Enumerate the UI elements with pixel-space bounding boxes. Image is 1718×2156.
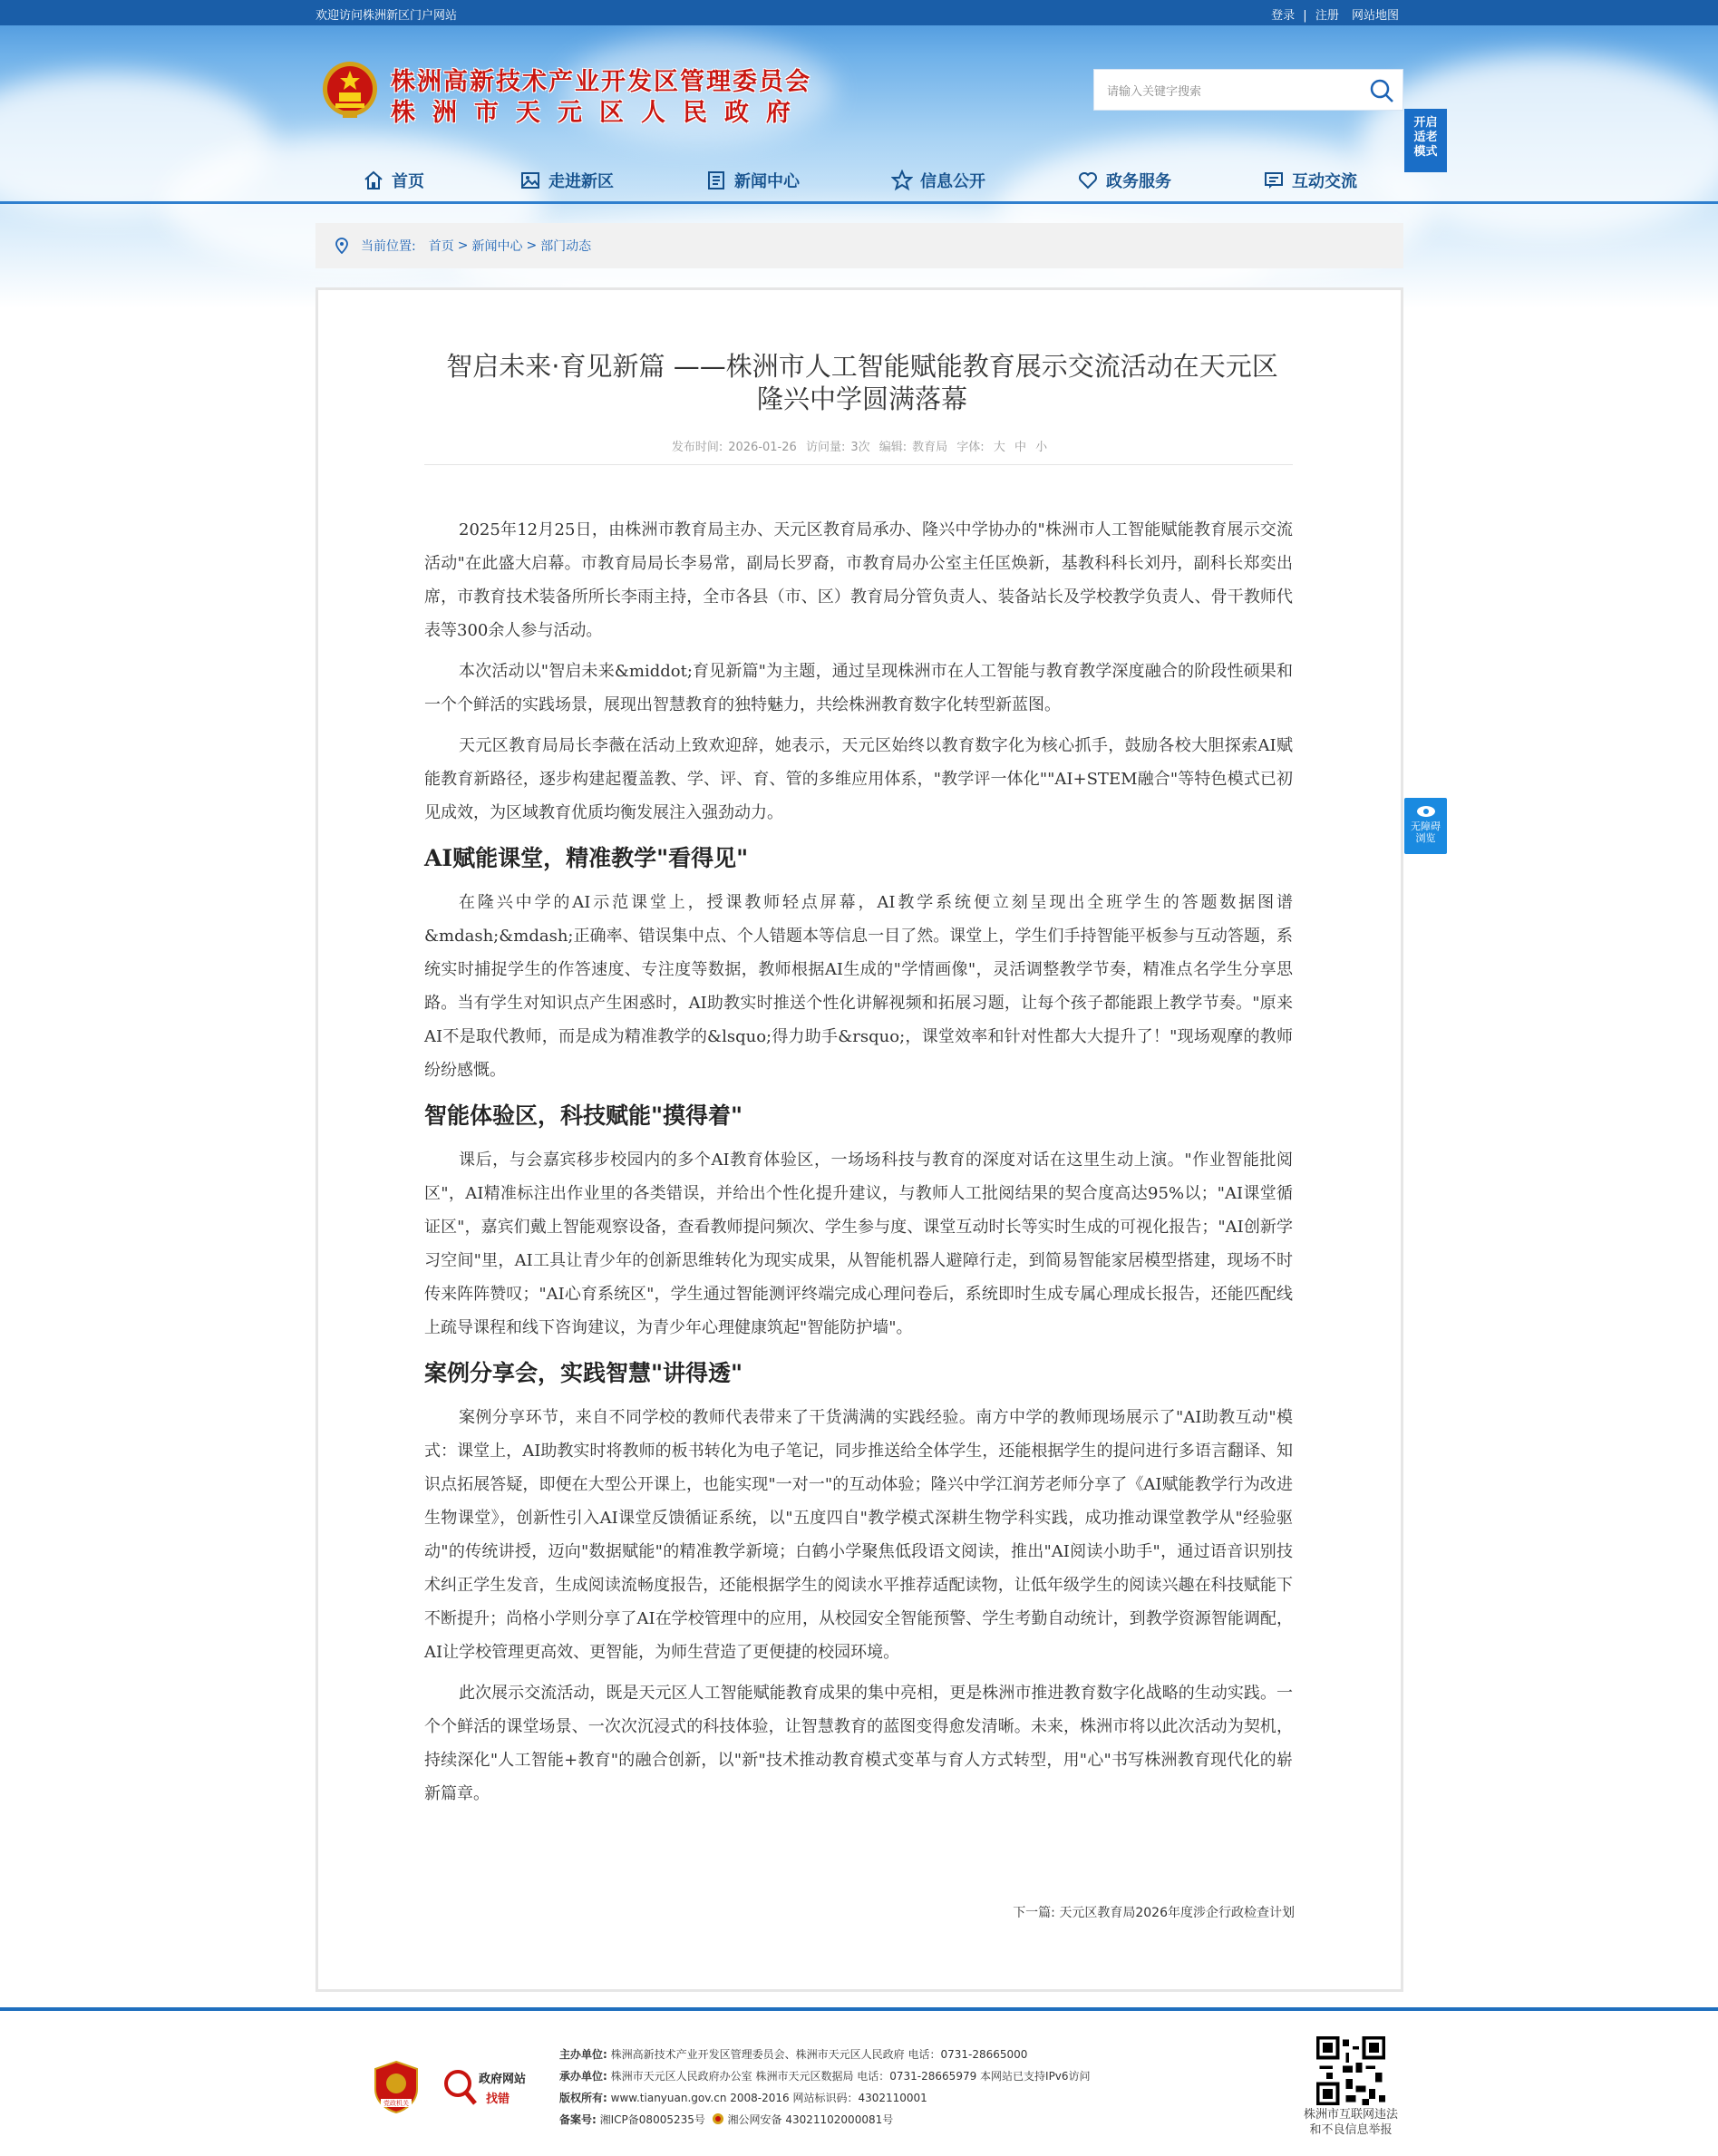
record-label: 备案号: xyxy=(559,2113,597,2126)
welcome-text: 欢迎访问株洲新区门户网站 xyxy=(315,9,458,23)
eye-icon xyxy=(1416,805,1436,818)
font-small-button[interactable]: 小 xyxy=(1035,441,1048,454)
home-icon xyxy=(363,170,384,191)
site-title-line1: 株洲高新技术产业开发区管理委员会 xyxy=(391,68,811,96)
elder-mode-line1: 开启 xyxy=(1413,116,1438,130)
article-container xyxy=(315,287,1403,1992)
sponsor-label: 主办单位: xyxy=(559,2048,607,2061)
meta-editor-label: 编辑: xyxy=(878,441,908,454)
main-nav xyxy=(0,160,1718,201)
footer xyxy=(0,2007,1718,2156)
copyright-label: 版权所有: xyxy=(559,2092,607,2104)
copyright: www.tianyuan.gov.cn 2008-2016 网站标识码：4302110001 xyxy=(610,2092,927,2104)
breadcrumb-separator: > xyxy=(526,238,538,253)
font-medium-button[interactable]: 中 xyxy=(1014,441,1026,454)
national-emblem-icon xyxy=(321,60,379,120)
qr-caption-line1: 株洲市互联网违法 xyxy=(1303,2108,1398,2122)
nav-label: 互动交流 xyxy=(1292,172,1357,191)
separator: | xyxy=(1303,9,1307,23)
site-title-line2: 株洲市天元区人民政府 xyxy=(391,99,808,127)
picture-icon xyxy=(519,170,541,191)
star-icon xyxy=(891,170,913,191)
paragraph: 此次展示交流活动，既是天元区人工智能赋能教育成果的集中亮相，更是株洲市推进教育数字化战略的生动实践。一个个鲜活的课堂场景、一次次沉浸式的科技体验，让智慧教育的蓝图变得愈发清晰。未来，株洲市将以此次活动为契机，持续深化"人工智能+教育"的融合创新，以"新"技术推动教育模式变革与育人方式转型，用"心"书写株洲教育现代化的崭新篇章。 xyxy=(424,1684,1293,1803)
chat-icon xyxy=(1263,170,1285,191)
accessibility-line2: 浏览 xyxy=(1415,832,1436,844)
news-icon xyxy=(705,170,727,191)
nav-divider xyxy=(0,201,1718,204)
top-bar xyxy=(0,0,1718,25)
footer-inner xyxy=(372,2027,1396,2154)
icp-record-link[interactable]: 湘ICP备08005235号 xyxy=(599,2113,705,2126)
breadcrumb xyxy=(315,223,1403,268)
organizer: 株洲市天元区人民政府办公室 株洲市天元区数据局 电话：0731-28665979 本网站已支持IPv6访问 xyxy=(610,2070,1091,2083)
nav-service[interactable] xyxy=(1077,169,1171,192)
nav-label: 首页 xyxy=(392,172,424,191)
breadcrumb-dept[interactable]: 部门动态 xyxy=(540,239,592,254)
meta-views-label: 访问量: xyxy=(805,441,846,454)
paragraph: 本次活动以"智启未来&middot;育见新篇"为主题，通过呈现株洲市在人工智能与教育教学深度融合的阶段性硕果和一个个鲜活的实践场景，展现出智慧教育的独特魅力，共绘株洲教育数字化转型新蓝图。 xyxy=(424,662,1293,714)
section-heading: 智能体验区，科技赋能"摸得着" xyxy=(424,1102,743,1129)
search-input[interactable] xyxy=(1107,81,1352,101)
top-links xyxy=(1271,5,1399,23)
font-large-button[interactable]: 大 xyxy=(993,441,1005,454)
next-label: 下一篇: xyxy=(1013,1906,1055,1920)
qr-caption-line2: 和不良信息举报 xyxy=(1309,2123,1393,2137)
sponsor: 株洲高新技术产业开发区管理委员会、株洲市天元区人民政府 电话：0731-28665000 xyxy=(610,2048,1028,2061)
breadcrumb-home[interactable]: 首页 xyxy=(428,239,454,254)
breadcrumb-separator: > xyxy=(457,238,469,253)
sitemap-link[interactable]: 网站地图 xyxy=(1351,9,1399,23)
paragraph: 天元区教育局局长李薇在活动上致欢迎辞，她表示，天元区始终以教育数字化为核心抓手，鼓励各校大胆探索AI赋能教育新路径，逐步构建起覆盖教、学、评、育、管的多维应用体系，"教学评一体化""AI+STEM融合"等特色模式已初见成效，为区域教育优质均衡发展注入强劲动力。 xyxy=(424,736,1293,822)
article-title-line1: 智启未来·育见新篇 ——株洲市人工智能赋能教育展示交流活动在天元区 xyxy=(446,351,1278,382)
search-icon[interactable] xyxy=(1368,77,1395,104)
meta-published-label: 发布时间: xyxy=(671,441,723,454)
nav-label: 新闻中心 xyxy=(734,172,800,191)
accessibility-button[interactable] xyxy=(1404,798,1447,854)
nav-label: 走进新区 xyxy=(548,172,614,191)
elder-mode-line3: 模式 xyxy=(1413,145,1438,159)
paragraph: 在隆兴中学的AI示范课堂上，授课教师轻点屏幕，AI教学系统便立刻呈现出全班学生的答题数据图谱&mdash;&mdash;正确率、错误集中点、个人错题本等信息一目了然。课堂上，学生们手持智能平板参与互动答题，系统实时捕捉学生的作答速度、专注度等数据，教师根据AI生成的"学情画像"，灵活调整教学节奏，精准点名学生分享思路。当有学生对知识点产生困惑时，AI助教实时推送个性化讲解视频和拓展习题，让每个孩子都能跟上教学节奏。"原来AI不是取代教师，而是成为精准教学的&lsquo;得力助手&rsquo;，课堂效率和针对性都大大提升了！"现场观摩的教师纷纷感慨。 xyxy=(424,893,1293,1080)
nav-news[interactable] xyxy=(705,169,800,192)
nav-interact[interactable] xyxy=(1263,169,1357,192)
footer-info xyxy=(559,2044,1091,2131)
meta-published: 2026-01-26 xyxy=(728,441,797,454)
nav-info[interactable] xyxy=(891,169,985,192)
article-title-line2: 隆兴中学圆满落幕 xyxy=(756,384,967,414)
paragraph: 2025年12月25日，由株洲市教育局主办、天元区教育局承办、隆兴中学协办的"株洲市人工智能赋能教育展示交流活动"在此盛大启幕。市教育局局长李易常，副局长罗裔，市教育局办公室主任匡焕新，基教科科长刘丹，副科长郑奕出席，市教育技术装备所所长李雨主持，全市各县（市、区）教育局分管负责人、装备站长及学校教学负责人、骨干教师代表等300余人参与活动。 xyxy=(424,520,1293,640)
meta-editor: 教育局 xyxy=(912,441,948,454)
nav-home[interactable] xyxy=(363,169,424,192)
meta-divider xyxy=(424,464,1293,465)
next-title: 天元区教育局2026年度涉企行政检查计划 xyxy=(1059,1906,1295,1920)
organizer-label: 承办单位: xyxy=(559,2070,607,2083)
section-heading: 案例分享会，实践智慧"讲得透" xyxy=(424,1360,743,1386)
gov-site-title: 政府网站 xyxy=(479,2073,527,2086)
article-meta xyxy=(318,437,1401,454)
nav-about[interactable] xyxy=(519,169,614,192)
paragraph: 案例分享环节，来自不同学校的教师代表带来了干货满满的实践经验。南方中学的教师现场展示了"AI助教互动"模式：课堂上，AI助教实时将教师的板书转化为电子笔记，同步推送给全体学生，还能根据学生的提问进行多语言翻译、知识点拓展答疑，即便在大型公开课上，也能实现"一对一"的互动体验；隆兴中学江润芳老师分享了《AI赋能教学行为改进生物课堂》，创新性引入AI课堂反馈循证系统，以"五度四自"教学模式深耕生物学科实践，成功推动课堂教学从"经验驱动"的传统讲授，迈向"数据赋能"的精准教学新境；白鹤小学聚焦低段语文阅读，推出"AI阅读小助手"，通过语音识别技术纠正学生发音，生成阅读流畅度报告，还能根据学生的阅读水平推荐适配读物，让低年级学生的阅读兴趣在科技赋能下不断提升；尚格小学则分享了AI在学校管理中的应用，从校园安全智能预警、学生考勤自动统计，到教学资源智能调配，AI让学校管理更高效、更智能，为师生营造了更便捷的校园环境。 xyxy=(424,1408,1293,1662)
police-badge-icon xyxy=(712,2112,724,2125)
gov-site-find-error[interactable] xyxy=(442,2064,542,2111)
accessibility-line1: 无障碍 xyxy=(1411,821,1441,832)
qr-caption xyxy=(1296,2107,1405,2138)
register-link[interactable]: 注册 xyxy=(1315,9,1339,23)
elder-mode-line2: 适老 xyxy=(1413,131,1438,144)
party-gov-emblem-icon[interactable] xyxy=(372,2060,421,2114)
paragraph: 课后，与会嘉宾移步校园内的多个AI教育体验区，一场场科技与教育的深度对话在这里生动上演。"作业智能批阅区"，AI精准标注出作业里的各类错误，并给出个性化提升建议，与教师人工批阅结果的契合度高达95%以；"AI课堂循证区"，嘉宾们戴上智能观察设备，查看教师提问频次、学生参与度、课堂互动时长等实时生成的可视化报告；"AI创新学习空间"里，AI工具让青少年的创新思维转化为现实成果，从智能机器人避障行走，到简易智能家居模型搭建，现场不时传来阵阵赞叹；"AI心育系统区"，学生通过智能测评终端完成心理问卷后，系统即时生成专属心理成长报告，还能匹配线上疏导课程和线下咨询建议，为青少年心理健康筑起"智能防护墙"。 xyxy=(424,1151,1293,1337)
meta-font-label: 字体: xyxy=(956,441,985,454)
meta-views: 3次 xyxy=(850,441,870,454)
search-box xyxy=(1093,69,1403,111)
qr-code-icon xyxy=(1316,2036,1385,2105)
next-article-link[interactable] xyxy=(1013,1903,1295,1921)
nav-label: 信息公开 xyxy=(920,172,985,191)
login-link[interactable]: 登录 xyxy=(1271,9,1296,23)
magnifier-icon xyxy=(442,2065,479,2107)
section-heading: AI赋能课堂，精准教学"看得见" xyxy=(424,845,749,871)
breadcrumb-news[interactable]: 新闻中心 xyxy=(471,239,523,254)
article-title xyxy=(418,350,1306,415)
article-body xyxy=(424,513,1293,1818)
breadcrumb-prefix: 当前位置: xyxy=(361,239,416,254)
location-pin-icon xyxy=(334,238,350,254)
nav-label: 政务服务 xyxy=(1106,172,1171,191)
police-record-link[interactable]: 湘公网安备 43021102000081号 xyxy=(727,2113,894,2126)
gov-site-sub: 找错 xyxy=(486,2093,510,2106)
emblem-text: 党政机关 xyxy=(383,2100,409,2107)
heart-icon xyxy=(1077,170,1099,191)
